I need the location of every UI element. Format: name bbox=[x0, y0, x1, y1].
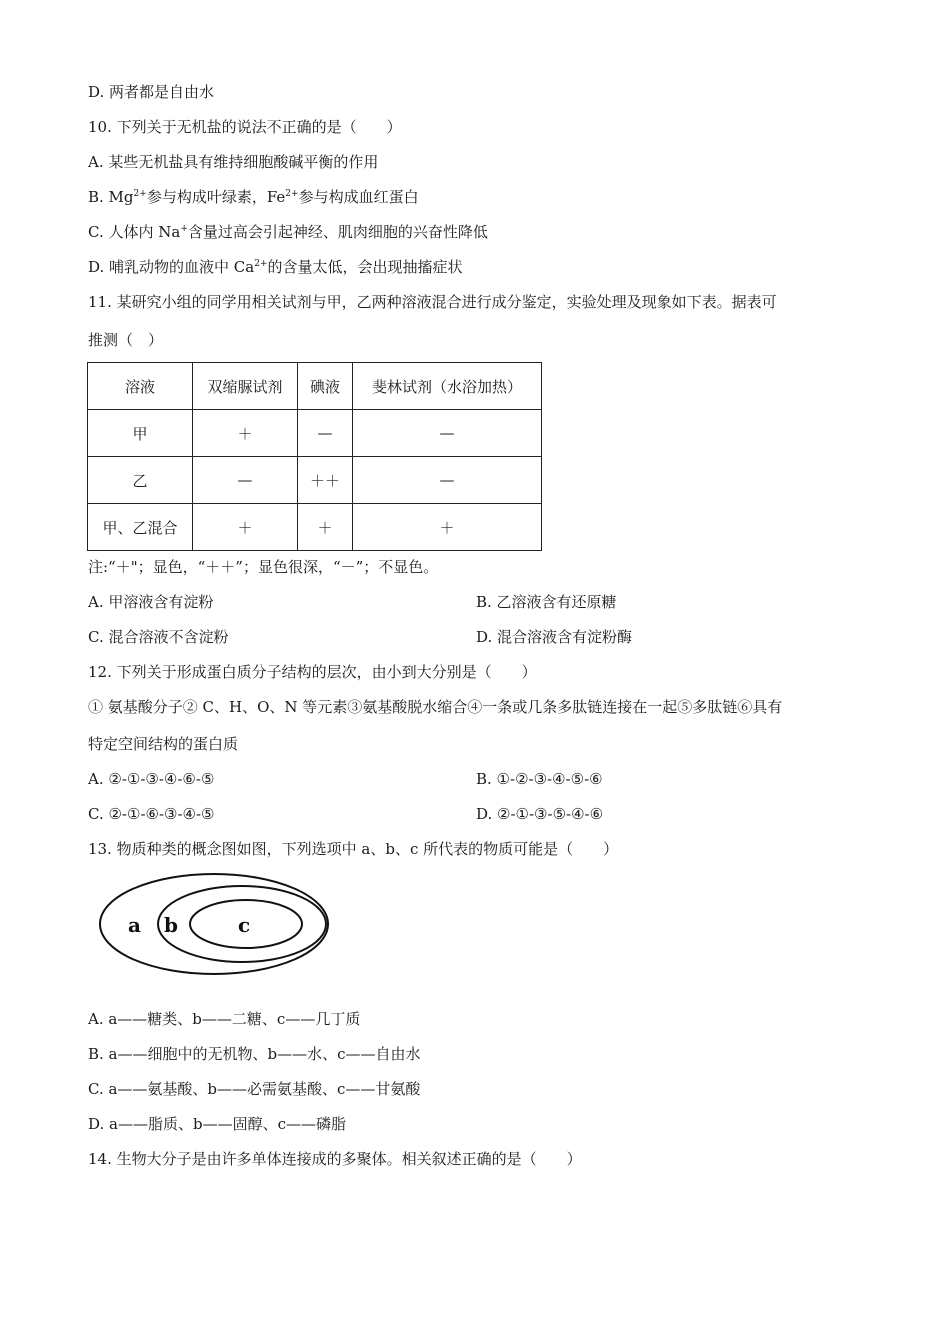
q12-option-c: C. ②-①-⑥-③-④-⑤ bbox=[88, 805, 215, 823]
table-header-cell: 双缩脲试剂 bbox=[193, 363, 298, 410]
q11-option-d: D. 混合溶液含有淀粉酶 bbox=[476, 628, 633, 646]
q11-results-table bbox=[87, 362, 542, 551]
table-cell: ＋ bbox=[298, 504, 353, 551]
q10-option-d bbox=[88, 257, 463, 277]
table-cell: ＋ bbox=[193, 504, 298, 551]
table-row bbox=[88, 410, 542, 457]
q11-stem-line1: 11. 某研究小组的同学用相关试剂与甲，乙两种溶液混合进行成分鉴定，实验处理及现象如下表。据表可 bbox=[88, 293, 777, 311]
table-header-cell: 溶液 bbox=[88, 363, 193, 410]
q10-option-b bbox=[88, 187, 419, 207]
q9-option-d: D. 两者都是自由水 bbox=[88, 83, 215, 101]
q10-option-b-sup2: 2+ bbox=[285, 189, 299, 199]
table-cell: 甲 bbox=[88, 410, 193, 457]
table-cell: ＋ bbox=[193, 410, 298, 457]
q12-option-a: A. ②-①-③-④-⑥-⑤ bbox=[88, 770, 215, 788]
q10-option-a: A. 某些无机盐具有维持细胞酸碱平衡的作用 bbox=[88, 153, 379, 171]
q13-option-c: C. a——氨基酸、b——必需氨基酸、c——甘氨酸 bbox=[88, 1080, 421, 1098]
q12-stem: 12. 下列关于形成蛋白质分子结构的层次，由小到大分别是（ ） bbox=[88, 663, 537, 681]
q10-option-d-text1: D. 哺乳动物的血液中 Ca bbox=[88, 258, 255, 276]
table-cell: 甲、乙混合 bbox=[88, 504, 193, 551]
q10-option-c-sup1: + bbox=[180, 224, 188, 234]
q14-stem: 14. 生物大分子是由许多单体连接成的多聚体。相关叙述正确的是（ ） bbox=[88, 1150, 582, 1168]
table-cell: — bbox=[353, 410, 542, 457]
q11-option-b: B. 乙溶液含有还原糖 bbox=[476, 593, 617, 611]
q11-stem-line2: 推测（ ） bbox=[88, 331, 164, 349]
q13-stem: 13. 物质种类的概念图如图，下列选项中 a、b、c 所代表的物质可能是（ ） bbox=[88, 840, 619, 858]
q10-option-d-text2: 的含量太低，会出现抽搐症状 bbox=[267, 258, 463, 276]
label-c: c bbox=[238, 913, 251, 937]
label-a: a bbox=[128, 913, 141, 937]
table-row bbox=[88, 457, 542, 504]
q13-option-a: A. a——糖类、b——二糖、c——几丁质 bbox=[88, 1010, 361, 1028]
q13-option-d: D. a——脂质、b——固醇、c——磷脂 bbox=[88, 1115, 346, 1133]
q10-option-b-text1: B. Mg bbox=[88, 188, 134, 206]
concept-ellipse-diagram bbox=[98, 872, 338, 978]
q10-option-c-text1: C. 人体内 Na bbox=[88, 223, 181, 241]
q10-option-c bbox=[88, 222, 488, 242]
q12-option-d: D. ②-①-③-⑤-④-⑥ bbox=[476, 805, 604, 823]
q10-option-d-sup1: 2+ bbox=[254, 259, 268, 269]
table-cell: ＋＋ bbox=[298, 457, 353, 504]
table-row bbox=[88, 504, 542, 551]
label-b: b bbox=[164, 913, 178, 937]
table-header-row bbox=[88, 363, 542, 410]
q11-table-note: 注:“＋"；显色，“＋＋”；显色很深，“－”；不显色。 bbox=[88, 558, 439, 576]
table-cell: — bbox=[353, 457, 542, 504]
q11-option-c: C. 混合溶液不含淀粉 bbox=[88, 628, 229, 646]
table-cell: — bbox=[298, 410, 353, 457]
q10-stem: 10. 下列关于无机盐的说法不正确的是（ ） bbox=[88, 118, 402, 136]
table-cell: 乙 bbox=[88, 457, 193, 504]
table-cell: — bbox=[193, 457, 298, 504]
table-header-cell: 碘液 bbox=[298, 363, 353, 410]
q10-option-b-sup1: 2+ bbox=[133, 189, 147, 199]
table-cell: ＋ bbox=[353, 504, 542, 551]
q12-items-line2: 特定空间结构的蛋白质 bbox=[88, 735, 239, 753]
table-header-cell: 斐林试剂（水浴加热） bbox=[353, 363, 542, 410]
q10-option-b-text2: 参与构成叶绿素，Fe bbox=[146, 188, 286, 206]
q10-option-c-text2: 含量过高会引起神经、肌肉细胞的兴奋性降低 bbox=[187, 223, 488, 241]
q10-option-b-text3: 参与构成血红蛋白 bbox=[298, 188, 419, 206]
q13-option-b: B. a——细胞中的无机物、b——水、c——自由水 bbox=[88, 1045, 421, 1063]
q12-items-line1: ① 氨基酸分子② C、H、O、N 等元素③氨基酸脱水缩合④一条或几条多肽链连接在一起⑤多肽链⑥具有 bbox=[88, 698, 783, 716]
q11-option-a: A. 甲溶液含有淀粉 bbox=[88, 593, 214, 611]
q12-option-b: B. ①-②-③-④-⑤-⑥ bbox=[476, 770, 603, 788]
